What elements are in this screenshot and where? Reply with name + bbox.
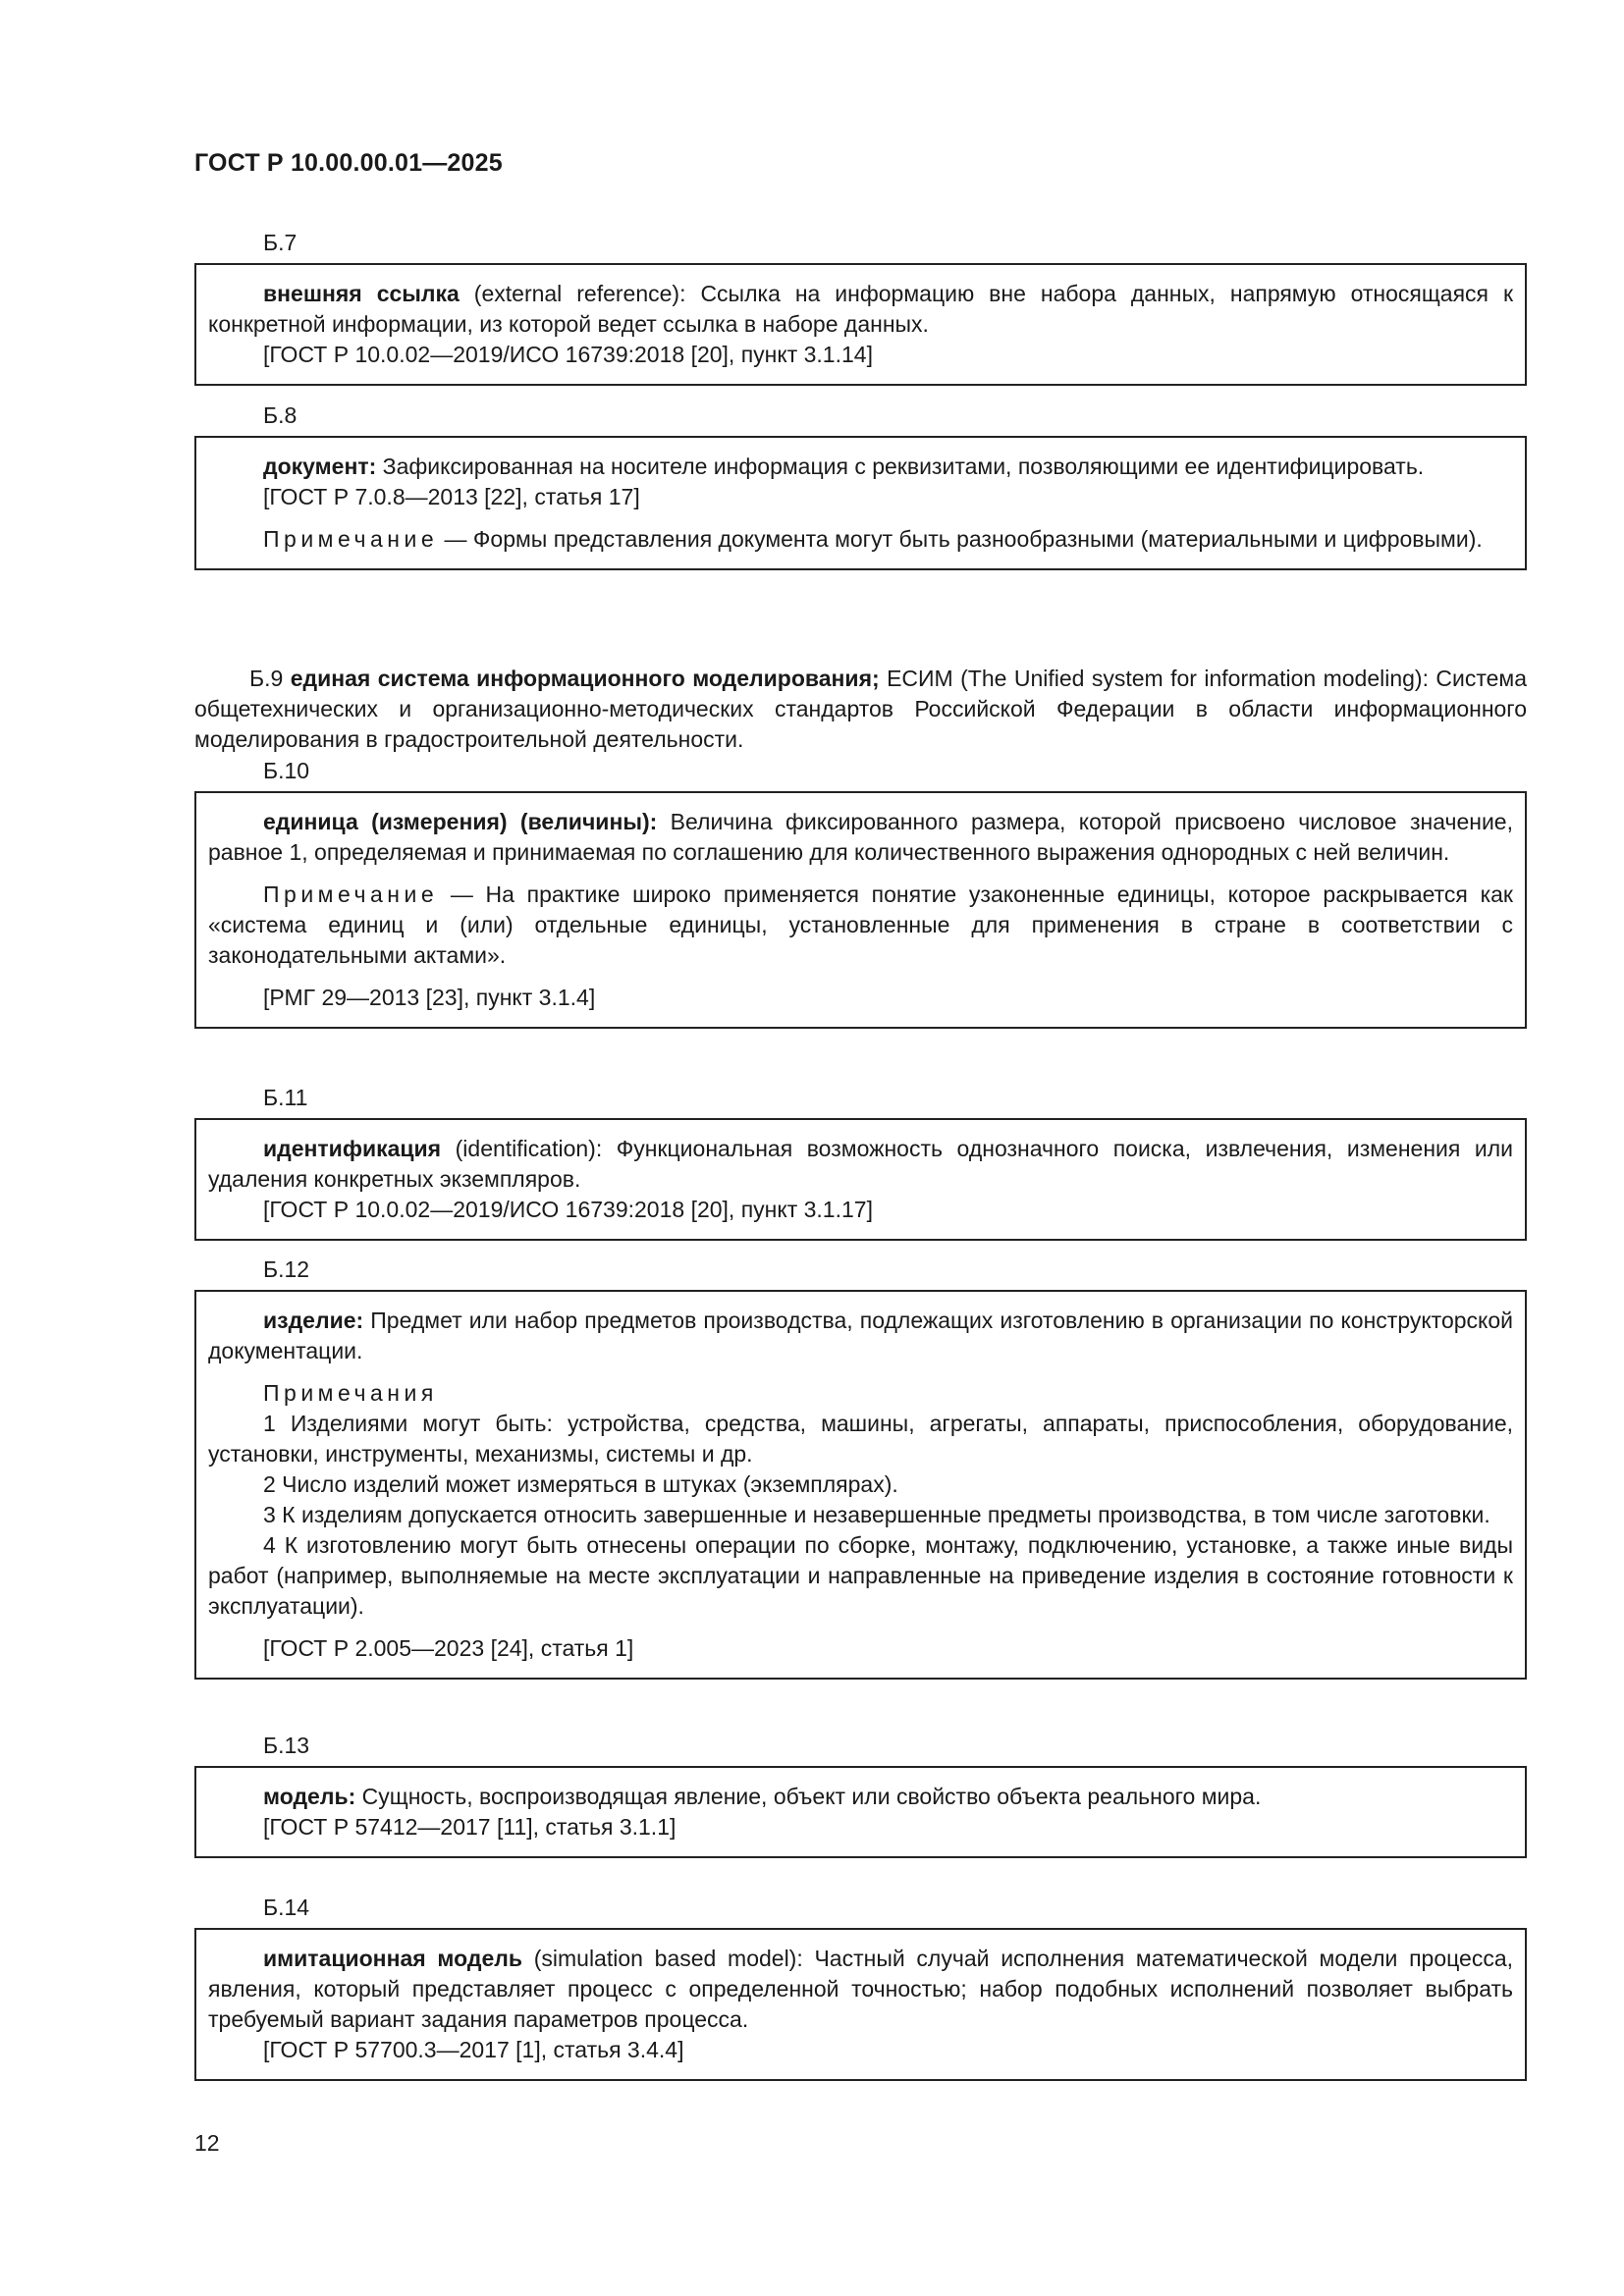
note-label: Примечание — [263, 881, 439, 907]
citation: [ГОСТ Р 57412—2017 [11], статья 3.1.1] — [263, 1814, 677, 1840]
definition-text: Зафиксированная на носителе информация с реквизитами, позволяющими ее идентифицировать. — [376, 454, 1425, 479]
entry-box-b12 — [194, 1290, 1527, 1680]
entry-box-b13 — [194, 1766, 1527, 1858]
note — [208, 524, 1513, 555]
note — [208, 880, 1513, 971]
citation: [ГОСТ Р 7.0.8—2013 [22], статья 17] — [263, 484, 640, 509]
term: единица (измерения) (величины): — [263, 809, 658, 834]
definition — [208, 1944, 1513, 2035]
term: модель: — [263, 1784, 356, 1809]
entry-b9 — [194, 664, 1527, 755]
entry-box-b14 — [194, 1928, 1527, 2081]
definition-text: : Частный случай исполнения математической модели процесса, явления, который представляет процесс с определенной точностью; набор подобных исполнений позволяет выбрать требуемый вариант задания параметров процесса. — [208, 1946, 1514, 2032]
citation: [ГОСТ Р 10.0.02—2019/ИСО 16739:2018 [20], пункт 3.1.17] — [263, 1197, 873, 1222]
note-item-1: 1 Изделиями могут быть: устройства, средства, машины, агрегаты, аппараты, приспособления, оборудование, установки, инструменты, механизмы, системы и др. — [208, 1411, 1513, 1467]
definition-text: ЕСИМ (The Unified system for information modeling): Система общетехнических и организационно-методических стандартов Российской Федерации в области информационного моделирования в градостроительной деятельности. — [194, 666, 1528, 752]
term: внешняя ссылка — [263, 281, 460, 306]
definition — [208, 279, 1513, 340]
definition — [208, 1782, 1513, 1812]
page-number: 12 — [194, 2130, 220, 2156]
term: единая система информационного моделирования; — [290, 666, 880, 691]
entry-label-b8: Б.8 — [263, 402, 298, 428]
citation: [РМГ 29—2013 [23], пункт 3.1.4] — [263, 985, 596, 1010]
term-english: (external reference) — [459, 281, 680, 306]
definition-text: Сущность, воспроизводящая явление, объект или свойство объекта реального мира. — [355, 1784, 1262, 1809]
term: имитационная модель — [263, 1946, 522, 1971]
entry-label-b10: Б.10 — [263, 758, 310, 783]
entry-label-b12: Б.12 — [263, 1256, 310, 1282]
entry-label-b11: Б.11 — [263, 1085, 308, 1110]
notes-label: Примечания — [263, 1380, 438, 1406]
citation: [ГОСТ Р 57700.3—2017 [1], статья 3.4.4] — [263, 2037, 684, 2062]
citation: [ГОСТ Р 10.0.02—2019/ИСО 16739:2018 [20], пункт 3.1.14] — [263, 342, 873, 367]
note-text: — На практике широко применяется понятие узаконенные единицы, которое раскрывается как «система единиц и (или) отдельные единицы, установленные для применения в стране в соответствии с законодательными актами». — [208, 881, 1513, 968]
note-item-4: 4 К изготовлению могут быть отнесены операции по сборке, монтажу, подключению, установке, а также иные виды работ (например, выполняемые на месте эксплуатации и направленные на приведение изделия в состояние готовности к эксплуатации). — [208, 1532, 1513, 1619]
definition — [208, 1306, 1513, 1366]
entry-box-b11 — [194, 1118, 1527, 1241]
citation: [ГОСТ Р 2.005—2023 [24], статья 1] — [263, 1635, 634, 1661]
definition — [208, 1134, 1513, 1195]
entry-box-b8 — [194, 436, 1527, 570]
definition — [194, 664, 1527, 755]
entry-label-b14: Б.14 — [263, 1895, 310, 1920]
document-header: ГОСТ Р 10.00.00.01—2025 — [194, 149, 503, 177]
definition-text: : Ссылка на информацию вне набора данных, напрямую относящаяся к конкретной информации, из которой ведет ссылка в наборе данных. — [208, 281, 1514, 337]
note-item-3: 3 К изделиям допускается относить завершенные и незавершенные предметы производства, в том числе заготовки. — [263, 1502, 1490, 1527]
definition-text: Величина фиксированного размера, которой присвоено числовое значение, равное 1, определяемая и принимаемая по соглашению для количественного выражения однородных с ней величин. — [208, 809, 1513, 865]
note-item-2: 2 Число изделий может измеряться в штуках (экземплярах). — [263, 1471, 898, 1497]
term: идентификация — [263, 1136, 442, 1161]
definition-text: : Функциональная возможность однозначного поиска, извлечения, изменения или удаления конкретных экземпляров. — [208, 1136, 1513, 1192]
entry-box-b7 — [194, 263, 1527, 386]
note-text: — Формы представления документа могут быть разнообразными (материальными и цифровыми). — [438, 526, 1483, 552]
entry-label-b9: Б.9 — [249, 666, 284, 691]
entry-box-b10 — [194, 791, 1527, 1029]
term-english: (simulation based model) — [522, 1946, 797, 1971]
entry-label-b7: Б.7 — [263, 230, 298, 255]
term: документ: — [263, 454, 377, 479]
definition — [208, 807, 1513, 868]
term-english: (identification) — [441, 1136, 596, 1161]
term: изделие: — [263, 1308, 364, 1333]
note-label: Примечание — [263, 526, 439, 552]
definition — [208, 452, 1513, 482]
definition-text: Предмет или набор предметов производства, подлежащих изготовлению в организации по конструкторской документации. — [208, 1308, 1513, 1363]
entry-label-b13: Б.13 — [263, 1733, 310, 1758]
